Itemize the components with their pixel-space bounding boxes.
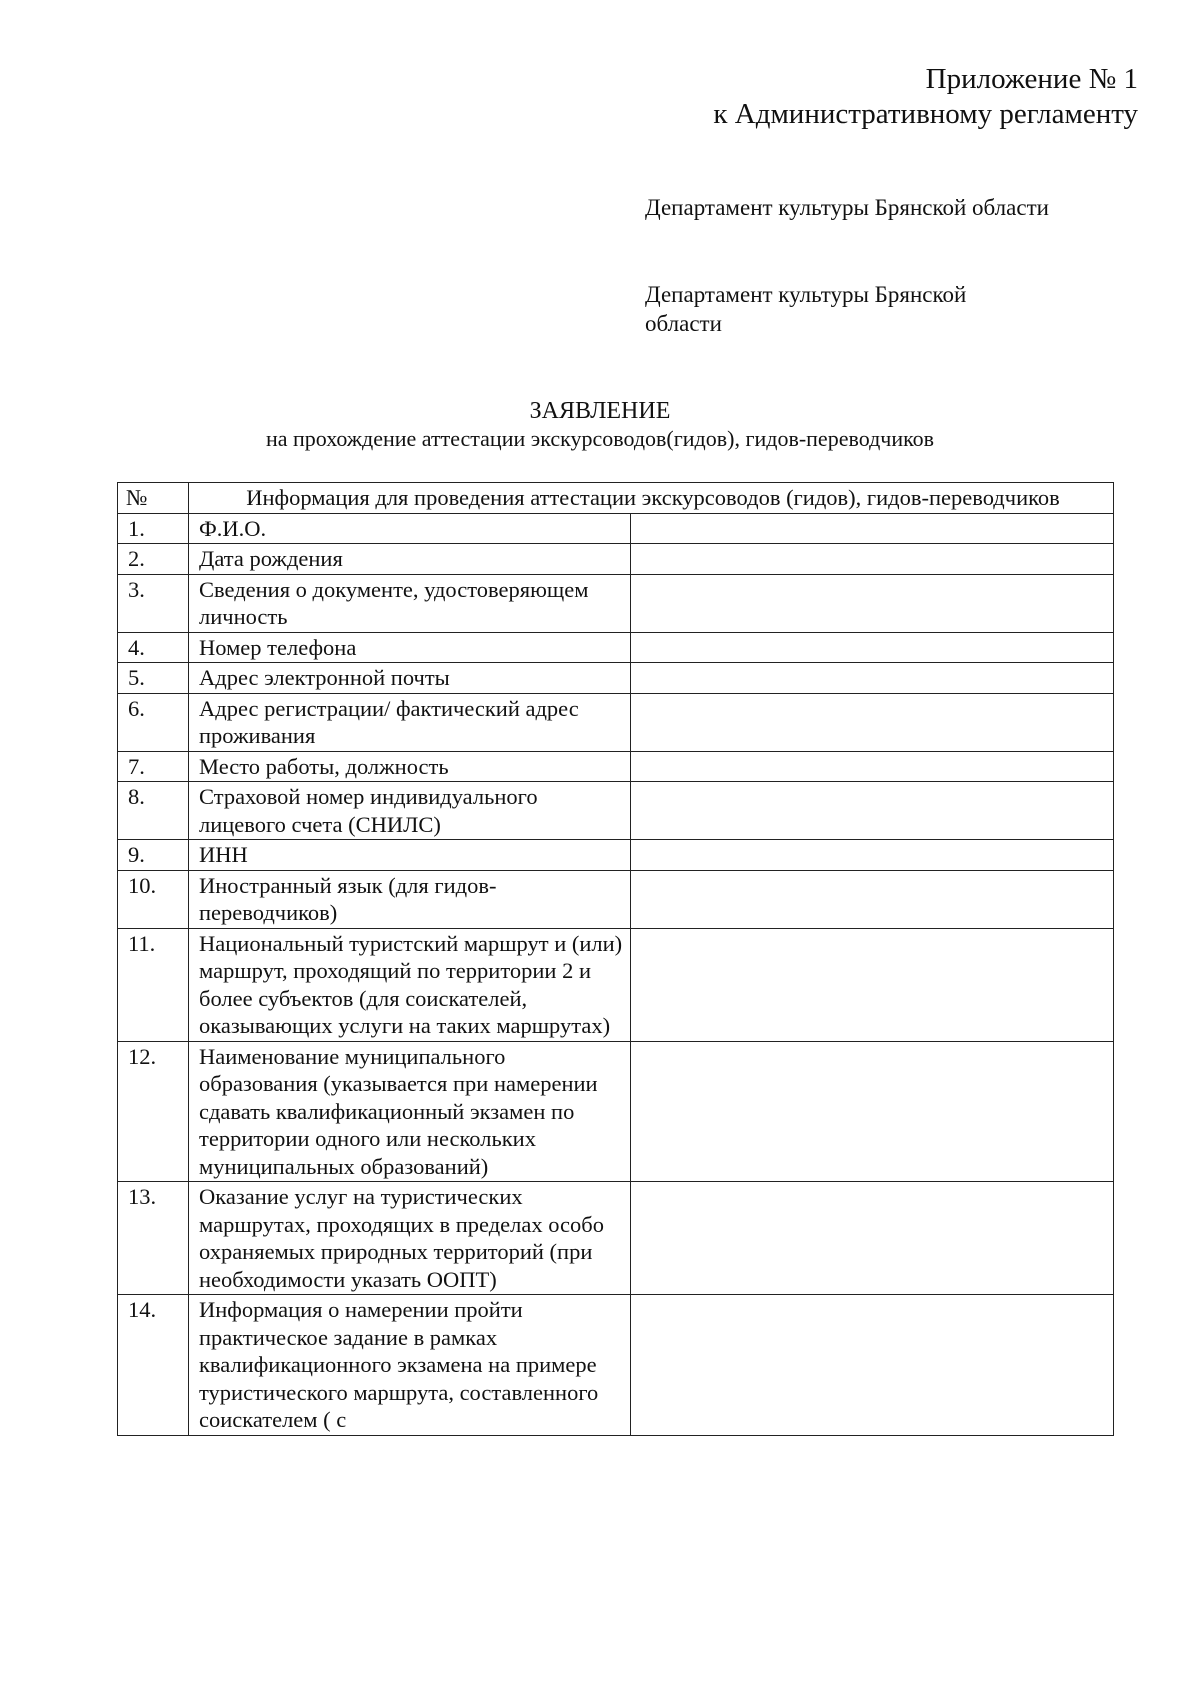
row-answer-field[interactable] xyxy=(631,574,1114,632)
row-answer-field[interactable] xyxy=(631,1295,1114,1436)
addressee-secondary: Департамент культуры Брянской области xyxy=(645,282,967,336)
row-label: Страховой номер индивидуального лицевого счета (СНИЛС) xyxy=(189,782,631,840)
row-number: 13. xyxy=(118,1182,189,1295)
row-label: Ф.И.О. xyxy=(189,513,631,544)
table-row xyxy=(118,693,1114,751)
table-row xyxy=(118,1041,1114,1182)
table-row xyxy=(118,513,1114,544)
row-answer-field[interactable] xyxy=(631,751,1114,782)
table-header-row xyxy=(118,483,1114,514)
row-answer-field[interactable] xyxy=(631,513,1114,544)
row-answer-field[interactable] xyxy=(631,544,1114,575)
form-rows xyxy=(118,513,1114,1435)
row-number: 10. xyxy=(118,870,189,928)
table-row xyxy=(118,1182,1114,1295)
number-column-header: № xyxy=(118,483,189,514)
appendix-reference: к Административному регламенту xyxy=(713,98,1138,130)
row-answer-field[interactable] xyxy=(631,1182,1114,1295)
row-label: Информация о намерении пройти практическое задание в рамках квалификационного экзамена на примере туристического маршрута, составленного соискателем ( с xyxy=(189,1295,631,1436)
row-answer-field[interactable] xyxy=(631,632,1114,663)
row-label: Номер телефона xyxy=(189,632,631,663)
appendix-number: Приложение № 1 xyxy=(925,63,1138,95)
table-row xyxy=(118,544,1114,575)
row-answer-field[interactable] xyxy=(631,1041,1114,1182)
row-answer-field[interactable] xyxy=(631,840,1114,871)
row-answer-field[interactable] xyxy=(631,663,1114,694)
row-label: Адрес регистрации/ фактический адрес проживания xyxy=(189,693,631,751)
row-number: 14. xyxy=(118,1295,189,1436)
document-title: ЗАЯВЛЕНИЕ xyxy=(529,398,671,424)
document-subtitle: на прохождение аттестации экскурсоводов(гидов), гидов-переводчиков xyxy=(265,426,935,451)
row-label: Сведения о документе, удостоверяющем личность xyxy=(189,574,631,632)
row-answer-field[interactable] xyxy=(631,928,1114,1041)
row-label: ИНН xyxy=(189,840,631,871)
table-row xyxy=(118,574,1114,632)
row-number: 3. xyxy=(118,574,189,632)
row-answer-field[interactable] xyxy=(631,870,1114,928)
row-number: 5. xyxy=(118,663,189,694)
row-label: Дата рождения xyxy=(189,544,631,575)
row-label: Место работы, должность xyxy=(189,751,631,782)
row-label: Иностранный язык (для гидов-переводчиков) xyxy=(189,870,631,928)
row-label: Национальный туристский маршрут и (или) маршрут, проходящий по территории 2 и более субъектов (для соискателей, оказывающих услуги на таких маршрутах) xyxy=(189,928,631,1041)
row-label: Наименование муниципального образования (указывается при намерении сдавать квалификационный экзамен по территории одного или нескольких муниципальных образований) xyxy=(189,1041,631,1182)
row-number: 7. xyxy=(118,751,189,782)
row-answer-field[interactable] xyxy=(631,782,1114,840)
row-number: 1. xyxy=(118,513,189,544)
table-row xyxy=(118,632,1114,663)
table-row xyxy=(118,1295,1114,1436)
table-row xyxy=(118,928,1114,1041)
row-label: Оказание услуг на туристических маршрутах, проходящих в пределах особо охраняемых природных территорий (при необходимости указать ООПТ) xyxy=(189,1182,631,1295)
table-row xyxy=(118,751,1114,782)
row-number: 9. xyxy=(118,840,189,871)
application-form-table xyxy=(117,482,1114,1436)
row-answer-field[interactable] xyxy=(631,693,1114,751)
row-label: Адрес электронной почты xyxy=(189,663,631,694)
row-number: 4. xyxy=(118,632,189,663)
info-column-header: Информация для проведения аттестации экскурсоводов (гидов), гидов-переводчиков xyxy=(189,483,1114,514)
addressee-primary: Департамент культуры Брянской области xyxy=(645,195,1049,220)
row-number: 2. xyxy=(118,544,189,575)
row-number: 8. xyxy=(118,782,189,840)
appendix-header xyxy=(713,62,1138,132)
row-number: 11. xyxy=(118,928,189,1041)
table-row xyxy=(118,840,1114,871)
table-row xyxy=(118,782,1114,840)
row-number: 12. xyxy=(118,1041,189,1182)
row-number: 6. xyxy=(118,693,189,751)
table-row xyxy=(118,870,1114,928)
table-row xyxy=(118,663,1114,694)
